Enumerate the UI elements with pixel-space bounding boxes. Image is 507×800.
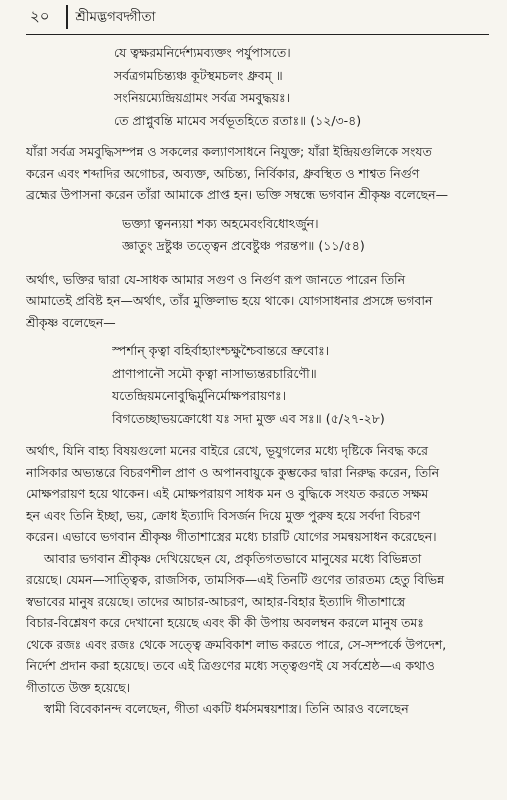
text-line: মোক্ষপরায়ণ হয়ে থাকেন। এই মোক্ষপরায়ণ সাধক মন ও বুদ্ধিকে সংযত করতে সক্ষম (26, 486, 429, 501)
verse-line: সর্বত্রগমচিন্ত্যঞ্চ কূটস্থমচলং ধ্রুবম্ ॥ (114, 67, 283, 83)
verse-line: যে ত্বক্ষরমনির্দেশ্যমব্যক্তং পর্যুপাসতে। (114, 45, 291, 60)
paragraph-3 (26, 440, 485, 548)
verse-block-1 (114, 42, 485, 132)
verse-line: স্পর্শান্ কৃত্বা বহির্বাহ্যাংশ্চক্ষুশ্চৈবান্তরে ভ্রুবোঃ। (112, 343, 330, 358)
text-line: হন এবং তিনি ইচ্ছা, ভয়, ক্রোধ ইত্যাদি বিসর্জন দিয়ে মুক্ত পুরুষ হয়ে সর্বদা বিচরণ (26, 507, 421, 523)
paragraph-2 (26, 269, 485, 334)
text-line: স্বভাবের মানুষ রয়েছে। তাদের আচার-আচরণ, আহার-বিহার ইত্যাদি গীতাশাস্ত্রে (26, 593, 406, 609)
text-line: রয়েছে। যেমন—সাত্ত্বিক, রাজসিক, তামসিক—এই তিনটি গুণের তারতম্য হেতু বিভিন্ন (26, 572, 445, 587)
verse-line: সংনিয়ম্যেন্দ্রিয়গ্রামং সর্বত্র সমবুদ্ধয়ঃ। (114, 90, 291, 105)
text-line: আমাতেই প্রবিষ্ট হন—অর্থাৎ, তাঁর মুক্তিলাভ হয়ে থাকে। যোগসাধনার প্রসঙ্গে ভগবান (26, 293, 433, 308)
text-line: আবার ভগবান শ্রীকৃষ্ণ দেখিয়েছেন যে, প্রকৃতিগতভাবে মানুষের মধ্যে বিভিন্নতা (44, 550, 422, 566)
verse-line: যতেন্দ্রিয়মনোবুদ্ধির্মুনির্মোক্ষপরায়ণঃ। (112, 388, 287, 403)
text-line: অর্থাৎ, ভক্তির দ্বারা যে-সাধক আমার সগুণ ও নির্গুণ রূপ জানতে পারেন তিনি (26, 271, 405, 287)
text-line: গীতাতে উক্ত হয়েছে। (26, 679, 131, 695)
text-line: ব্রহ্মের উপাসনা করেন তাঁরা আমাকে প্রাপ্ত হন। ভক্তি সম্বন্ধে ভগবান শ্রীকৃষ্ণ বলেছেন— (26, 187, 448, 202)
verse-block-2 (122, 213, 485, 258)
text-line: করেন এবং শব্দাদির অগোচর, অব্যক্ত, অচিন্ত্য, নির্বিকার, ধ্রুবস্থিত ও শাশ্বত নির্গুণ (26, 165, 420, 181)
verse-line: বিগতেচ্ছাভয়ক্রোধো যঃ সদা মুক্ত এব সঃ॥ (৫/২৭-২৮) (112, 410, 385, 426)
text-line: নির্দেশ প্রদান করা হয়েছে। তবে এই ত্রিগুণের মধ্যে সত্ত্বগুণই যে সর্বশ্রেষ্ঠ—এ কথাও (26, 658, 435, 673)
verse-line: জ্ঞাতুং দ্রষ্টুঞ্চ তত্ত্বেন প্রবেষ্টুঞ্চ পরন্তপ॥ (১১/৫৪) (122, 238, 365, 253)
text-line: অর্থাৎ, যিনি বাহ্য বিষয়গুলো মনের বাইরে রেখে, ভূযুগলের মধ্যে দৃষ্টিকে নিবদ্ধ করে (26, 443, 428, 458)
text-line: থেকে রজঃ এবং রজঃ থেকে সত্ত্বে ক্রমবিকাশ লাভ করতে পারে, সে-সম্পর্কে উপদেশ, (26, 636, 447, 652)
text-line: শ্রীকৃষ্ণ বলেছেন— (26, 314, 116, 330)
running-title: শ্রীমদ্ভগবদ্গীতা (75, 8, 156, 25)
paragraph-4 (26, 548, 485, 699)
paragraph-1 (26, 141, 485, 206)
verse-line: প্রাণাপানৌ সমৌ কৃত্বা নাসাভ্যন্তরচারিণৌ॥ (112, 365, 317, 381)
text-line: বিচার-বিশ্লেষণ করে দেখানো হয়েছে এবং কী কী উপায় অবলম্বন করলে মানুষ তমঃ (26, 615, 424, 630)
text-line: নাসিকার অভ্যন্তরে বিচরণশীল প্রাণ ও অপানবায়ুকে কুম্ভকের দ্বারা নিরুদ্ধ করেন, তিনি (26, 464, 440, 480)
header-divider (66, 5, 68, 29)
text-line: করেন। এভাবে ভগবান শ্রীকৃষ্ণ গীতাশাস্ত্রের মধ্যে চারটি যোগের সমন্বয়সাধন করেছেন। (26, 529, 437, 544)
verse-line: তে প্রাপ্নুবন্তি মামেব সর্বভূতহিতে রতাঃ॥ (১২/৩-৪) (114, 112, 362, 128)
paragraph-5 (26, 698, 485, 720)
text-line: যাঁরা সর্বত্র সমবুদ্ধিসম্পন্ন ও সকলের কল্যাণসাধনে নিযুক্ত; যাঁরা ইন্দ্রিয়গুলিকে সংযত (26, 144, 432, 159)
verse-block-3 (112, 340, 485, 430)
verse-line: ভক্ত্যা ত্বনন্যয়া শক্য অহমেবংবিধোঽর্জুন। (122, 215, 319, 231)
page-number: ২০ (30, 6, 50, 25)
text-line: স্বামী বিবেকানন্দ বলেছেন, গীতা একটি ধর্মসমন্বয়শাস্ত্র। তিনি আরও বলেছেন (44, 701, 409, 716)
page-header (26, 0, 489, 35)
